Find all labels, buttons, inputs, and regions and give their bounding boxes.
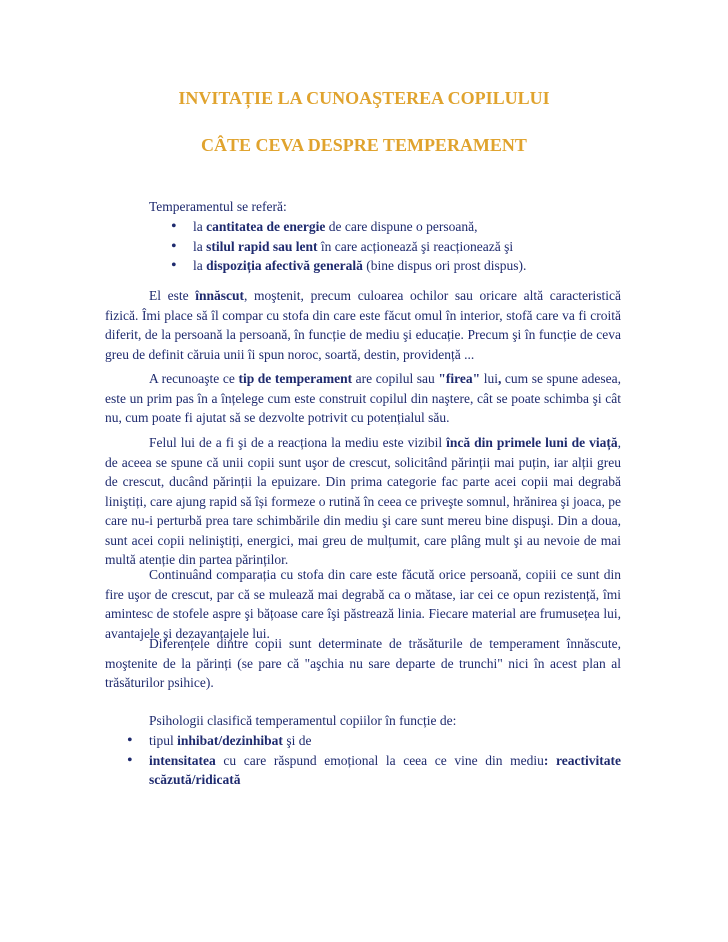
list-item: • intensitatea cu care răspund emoțional la ceea ce vine din mediu: reactivitate scăzută/ridicată <box>127 751 621 790</box>
document-title: INVITAȚIE LA CUNOAŞTEREA COPILULUI <box>178 88 550 108</box>
paragraph-innascut: El este înnăscut, moştenit, precum culoarea ochilor sau oricare altă caracteristică fizică. Îmi place să îl compar cu stofa din care este făcut omul în interior, stofă care va fi croită diferit, de la persoană la persoană, în funcție de mediu şi educație. Precum şi în funcție de ceva greu de definit căruia unii îi spun noroc, soartă, destin, providență ... <box>105 288 621 362</box>
paragraph-psihologii: Psihologii clasifică temperamentul copiilor în funcție de: <box>149 713 457 728</box>
classification-list <box>127 731 621 790</box>
paragraph-comparatie-stofa: Continuând comparația cu stofa din care este făcută orice persoană, copiii ce sunt din fire uşor de crescut, par că se mulează mai degrabă ca o mătase, iar cei ce opun rezistență, îmi amintesc de stofele aspre şi bățoase care îşi păstrează linia. Fiecare material are frumusețea lui, avantajele şi dezavantajele lui. <box>105 567 621 641</box>
temperament-definition-list <box>171 217 631 276</box>
intro-text: Temperamentul se referă: <box>149 199 287 214</box>
list-item: • la cantitatea de energie de care dispune o persoană, <box>171 217 631 237</box>
list-item: • la dispoziția afectivă generală (bine dispus ori prost dispus). <box>171 256 631 276</box>
list-item: • tipul inhibat/dezinhibat şi de <box>127 731 621 751</box>
paragraph-tip-temperament: A recunoaşte ce tip de temperament are copilul sau "firea" lui, cum se spune adesea, este un prim pas în a înțelege cum este construit copilul din naştere, cât se poate schimba şi cât nu, cum poate fi ajutat să se dezvolte potrivit cu potențialul său. <box>105 371 621 425</box>
document-subtitle: CÂTE CEVA DESPRE TEMPERAMENT <box>201 135 527 155</box>
list-item: • la stilul rapid sau lent în care acționează şi reacționează şi <box>171 237 631 257</box>
paragraph-diferente: Diferențele dintre copii sunt determinate de trăsăturile de temperament înnăscute, moştenite de la părinți (se pare că "aşchia nu sare departe de trunchi" nici în acest plan al trăsăturilor psihice). <box>105 636 621 690</box>
paragraph-felul-lui: Felul lui de a fi şi de a reacționa la mediu este vizibil încă din primele luni de viață, de aceea se spune că unii copii sunt uşor de crescut, solicitând părinții mai puțin, iar alții greu de crescut, ducând părinții la epuizare. Din prima categorie fac parte acei copii mai degrabă liniştiți, care ajung rapid să își formeze o rutină în ceea ce priveşte somnul, hrănirea şi joaca, pe care nu-i perturbă prea tare schimbările din mediu şi care sunt mereu bine dispuşi. Din a doua, sunt acei copii neliniştiți, energici, mai greu de mulțumit, care plâng mult şi au nevoie de mai multă atenție din partea părinților. <box>105 435 621 567</box>
